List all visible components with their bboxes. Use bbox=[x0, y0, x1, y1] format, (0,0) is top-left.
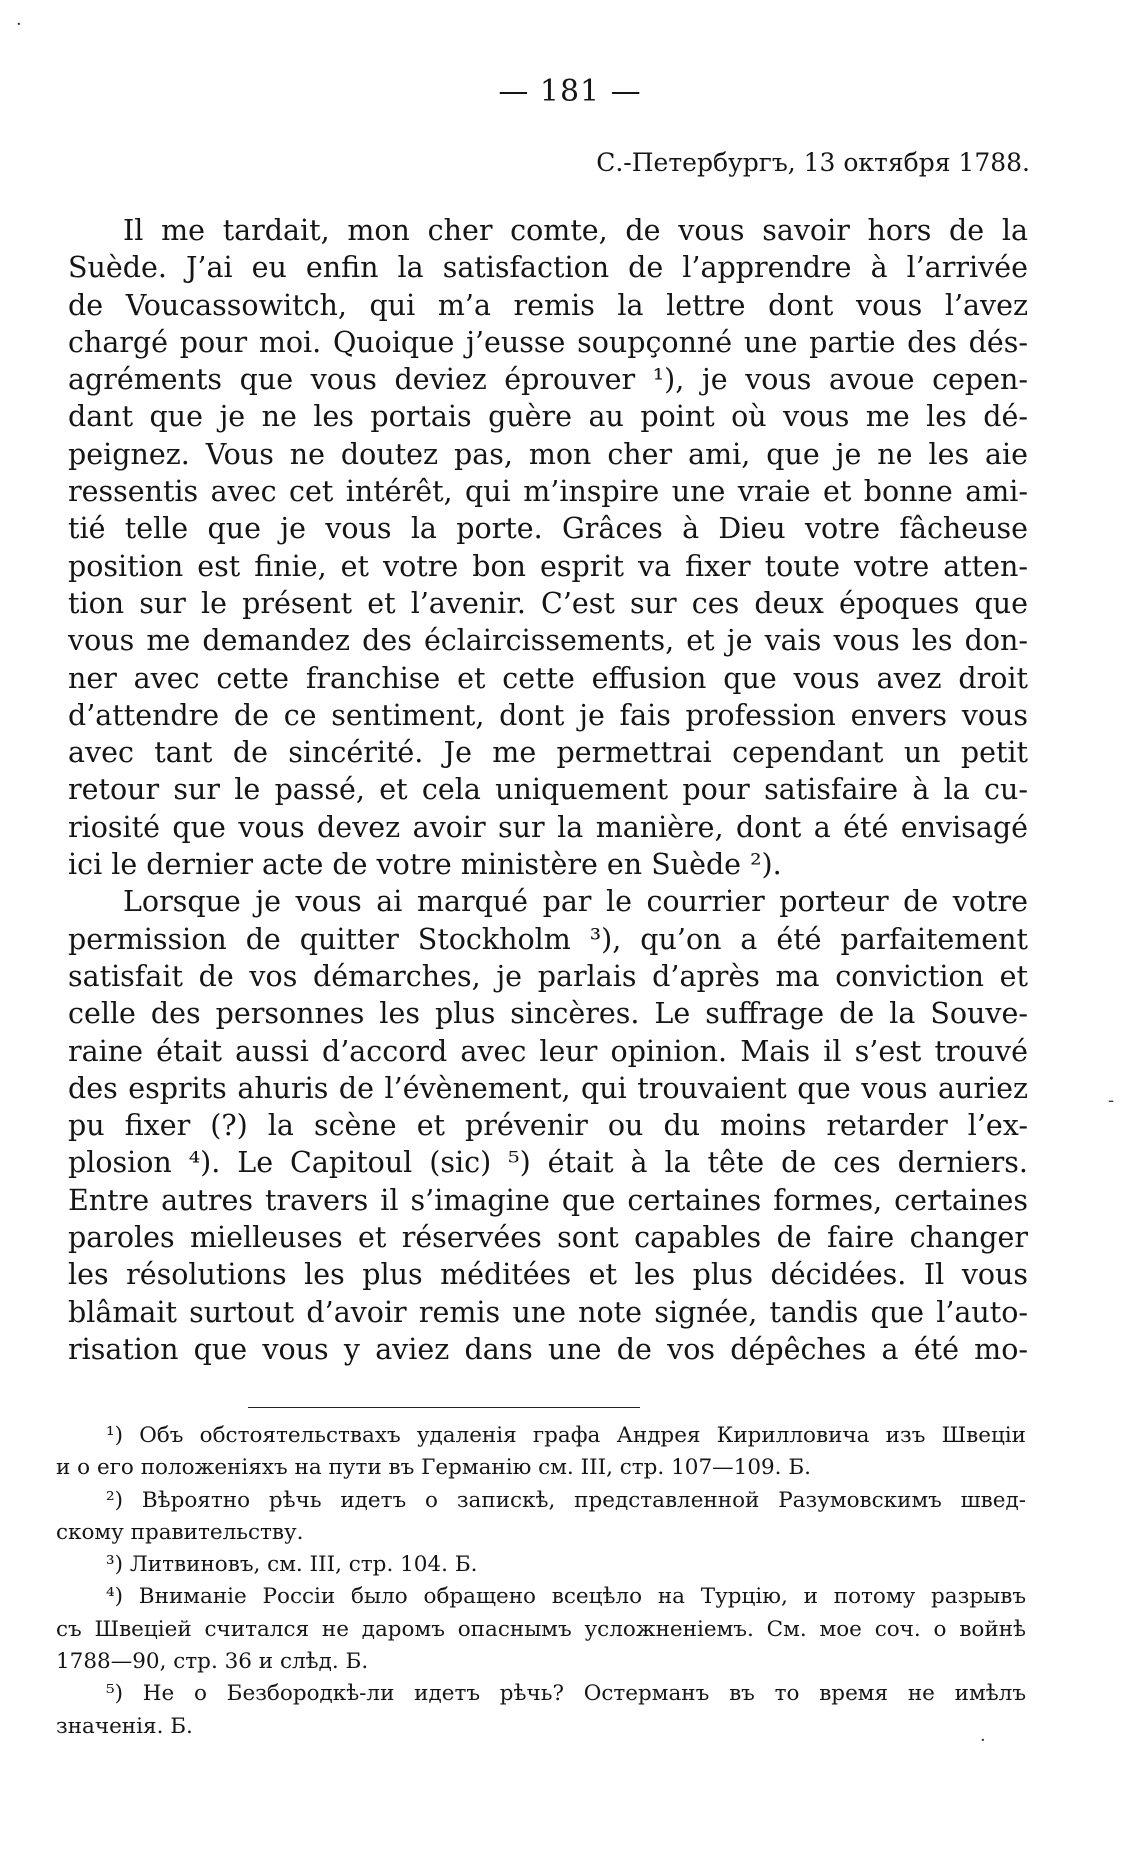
text-line: d’attendre de ce sentiment, dont je fais profession envers vous bbox=[68, 698, 1028, 732]
text-line: de Voucassowitch, qui m’a remis la lettre dont vous l’avez bbox=[68, 288, 1028, 322]
text-line: ici le dernier acte de votre ministère en Suède ²). bbox=[68, 848, 782, 882]
footnote-line: ¹) Объ обстоятельствахъ удаленія графа Андрея Кирилловича изъ Швеціи bbox=[106, 1423, 1026, 1448]
text-line: tion sur le présent et l’avenir. C’est sur ces deux époques que bbox=[68, 586, 1028, 620]
text-line: vous me demandez des éclaircissements, et je vais vous les don- bbox=[68, 624, 1028, 658]
footnotes bbox=[56, 1420, 1026, 1743]
text-line: pu fixer (?) la scène et prévenir ou du moins retarder l’ex- bbox=[68, 1109, 1028, 1143]
text-line: satisfait de vos démarches, je parlais d’après ma conviction et bbox=[68, 959, 1028, 993]
scan-speck: · bbox=[980, 1730, 986, 1751]
text-line: agréments que vous deviez éprouver ¹), je vous avoue cepen- bbox=[68, 363, 1028, 397]
text-line: tié telle que je vous la porte. Grâces à Dieu votre fâcheuse bbox=[68, 512, 1028, 546]
text-line: paroles mielleuses et réservées sont capables de faire changer bbox=[68, 1221, 1028, 1255]
dateline: С.-Петербургъ, 13 октября 1788. bbox=[596, 148, 1030, 177]
footnote-line: ³) Литвиновъ, см. III, стр. 104. Б. bbox=[106, 1552, 478, 1578]
text-line: ner avec cette franchise et cette effusion que vous avez droit bbox=[68, 661, 1028, 695]
scan-speck: - bbox=[1108, 1090, 1115, 1111]
footnote-line: ²) Вѣроятно рѣчь идетъ о запискѣ, представленной Разумовскимъ швед- bbox=[106, 1487, 1026, 1513]
footnote-line: съ Швеціей считался не даромъ опаснымъ усложненіемъ. См. мое соч. о войнѣ bbox=[56, 1616, 1026, 1642]
text-line: chargé pour moi. Quoique j’eusse soupçonné une partie des dés- bbox=[68, 325, 1028, 359]
footnote-line: значенія. Б. bbox=[56, 1713, 193, 1739]
footnote-line: ⁴) Вниманіе Россіи было обращено всецѣло на Турцію, и потому разрывъ bbox=[106, 1584, 1026, 1610]
page-number: — 181 — bbox=[498, 74, 642, 109]
text-line: retour sur le passé, et cela uniquement pour satisfaire à la cu- bbox=[68, 773, 1028, 807]
footnote-rule bbox=[248, 1407, 640, 1408]
text-line: des esprits ahuris de l’évènement, qui trouvaient que vous auriez bbox=[68, 1071, 1028, 1105]
text-line: celle des personnes les plus sincères. Le suffrage de la Souve- bbox=[68, 997, 1028, 1031]
text-line: Suède. J’ai eu enfin la satisfaction de l’apprendre à l’arrivée bbox=[68, 251, 1028, 285]
text-line: peignez. Vous ne doutez pas, mon cher ami, que je ne les aie bbox=[68, 437, 1028, 471]
footnote-line: ⁵) Не о Безбородкѣ-ли идетъ рѣчь? Остерманъ въ то время не имѣлъ bbox=[106, 1681, 1026, 1707]
text-line: risation que vous y aviez dans une de vos dépêches a été mo- bbox=[68, 1332, 1028, 1366]
text-line: Entre autres travers il s’imagine que certaines formes, certaines bbox=[68, 1183, 1028, 1217]
letter-body bbox=[68, 212, 1028, 1368]
footnote-line: 1788—90, стр. 36 и слѣд. Б. bbox=[56, 1649, 369, 1675]
footnote-line: скому правительству. bbox=[56, 1519, 304, 1545]
text-line: les résolutions les plus méditées et les plus décidées. Il vous bbox=[68, 1258, 1028, 1292]
text-line: avec tant de sincérité. Je me permettrai cependant un petit bbox=[68, 736, 1028, 770]
text-line: Il me tardait, mon cher comte, de vous savoir hors de la bbox=[123, 214, 1028, 247]
text-line: Lorsque je vous ai marqué par le courrier porteur de votre bbox=[123, 885, 1028, 919]
text-line: dant que je ne les portais guère au point où vous me les dé- bbox=[68, 400, 1028, 434]
text-line: riosité que vous devez avoir sur la manière, dont a été envisagé bbox=[68, 810, 1028, 844]
text-line: raine était aussi d’accord avec leur opinion. Mais il s’est trouvé bbox=[68, 1034, 1028, 1068]
text-line: ressentis avec cet intérêt, qui m’inspire une vraie et bonne ami- bbox=[68, 475, 1028, 509]
footnote-line: и о его положеніяхъ на пути въ Германію см. III, стр. 107—109. Б. bbox=[56, 1455, 811, 1481]
text-line: blâmait surtout d’avoir remis une note signée, tandis que l’auto- bbox=[68, 1295, 1028, 1329]
text-line: position est finie, et votre bon esprit va fixer toute votre atten- bbox=[68, 549, 1028, 583]
text-line: plosion ⁴). Le Capitoul (sic) ⁵) était à la tête de ces derniers. bbox=[68, 1146, 1028, 1180]
text-line: permission de quitter Stockholm ³), qu’on a été parfaitement bbox=[68, 922, 1028, 956]
scan-speck: · bbox=[16, 14, 22, 35]
